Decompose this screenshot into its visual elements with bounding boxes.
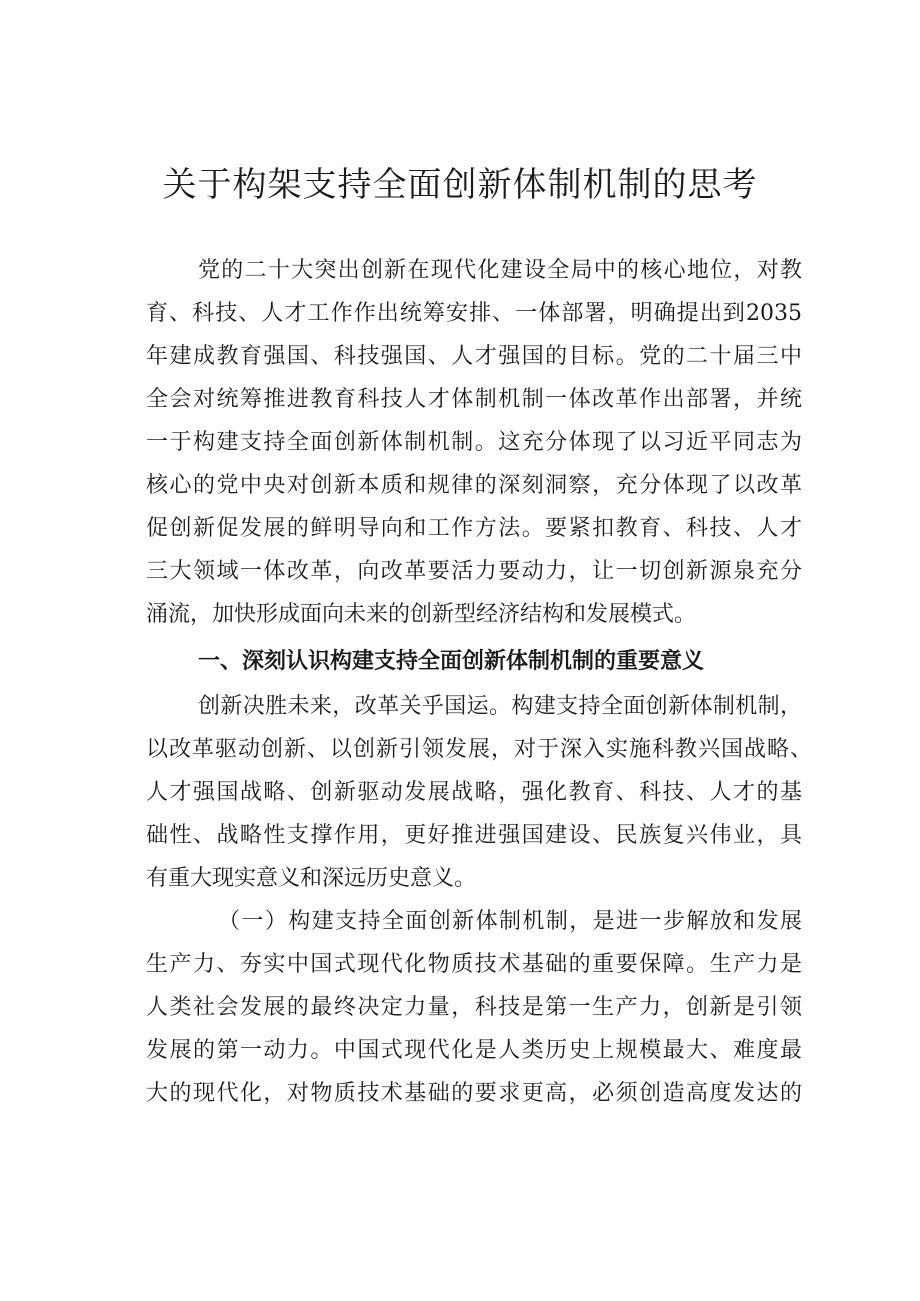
paragraph-line: 促创新促发展的鲜明导向和工作方法。要紧扣教育、科技、人才 <box>146 516 802 541</box>
document-title: 关于构架支持全面创新体制机制的思考 <box>162 165 758 205</box>
section-heading: 一、深刻认识构建支持全面创新体制机制的重要意义 <box>198 649 705 674</box>
paragraph-line: 涌流，加快形成面向未来的创新型经济结构和发展模式。 <box>146 602 697 627</box>
paragraph-line: 础性、战略性支撑作用，更好推进强国建设、民族复兴伟业，具 <box>146 823 802 848</box>
paragraph-line: 人才强国战略、创新驱动发展战略，强化教育、科技、人才的基 <box>146 780 802 805</box>
paragraph-line: 全会对统筹推进教育科技人才体制机制一体改革作出部署，并统 <box>146 387 802 412</box>
paragraph-line: 三大领域一体改革，向改革要活力要动力，让一切创新源泉充分 <box>146 559 802 584</box>
paragraph-line: （一）构建支持全面创新体制机制，是进一步解放和发展 <box>218 909 802 934</box>
paragraph-line: 党的二十大突出创新在现代化建设全局中的核心地位，对教 <box>198 258 802 283</box>
paragraph-line: 创新决胜未来，改革关乎国运。构建支持全面创新体制机制， <box>198 694 802 719</box>
paragraph-line: 一于构建支持全面创新体制机制。这充分体现了以习近平同志为 <box>146 430 802 455</box>
paragraph-line: 以改革驱动创新、以创新引领发展，对于深入实施科教兴国战略、 <box>146 737 812 762</box>
paragraph-line: 年建成教育强国、科技强国、人才强国的目标。党的二十届三中 <box>146 344 802 369</box>
paragraph-line: 育、科技、人才工作作出统筹安排、一体部署，明确提出到2035 <box>146 301 802 326</box>
paragraph-line: 核心的党中央对创新本质和规律的深刻洞察，充分体现了以改革 <box>146 473 802 498</box>
paragraph-line: 生产力、夯实中国式现代化物质技术基础的重要保障。生产力是 <box>146 952 802 977</box>
paragraph-line: 有重大现实意义和深远历史意义。 <box>146 866 477 891</box>
paragraph-line: 发展的第一动力。中国式现代化是人类历史上规模最大、难度最 <box>146 1038 802 1063</box>
paragraph-line: 大的现代化，对物质技术基础的要求更高，必须创造高度发达的 <box>146 1081 802 1106</box>
paragraph-line: 人类社会发展的最终决定力量，科技是第一生产力，创新是引领 <box>146 995 802 1020</box>
